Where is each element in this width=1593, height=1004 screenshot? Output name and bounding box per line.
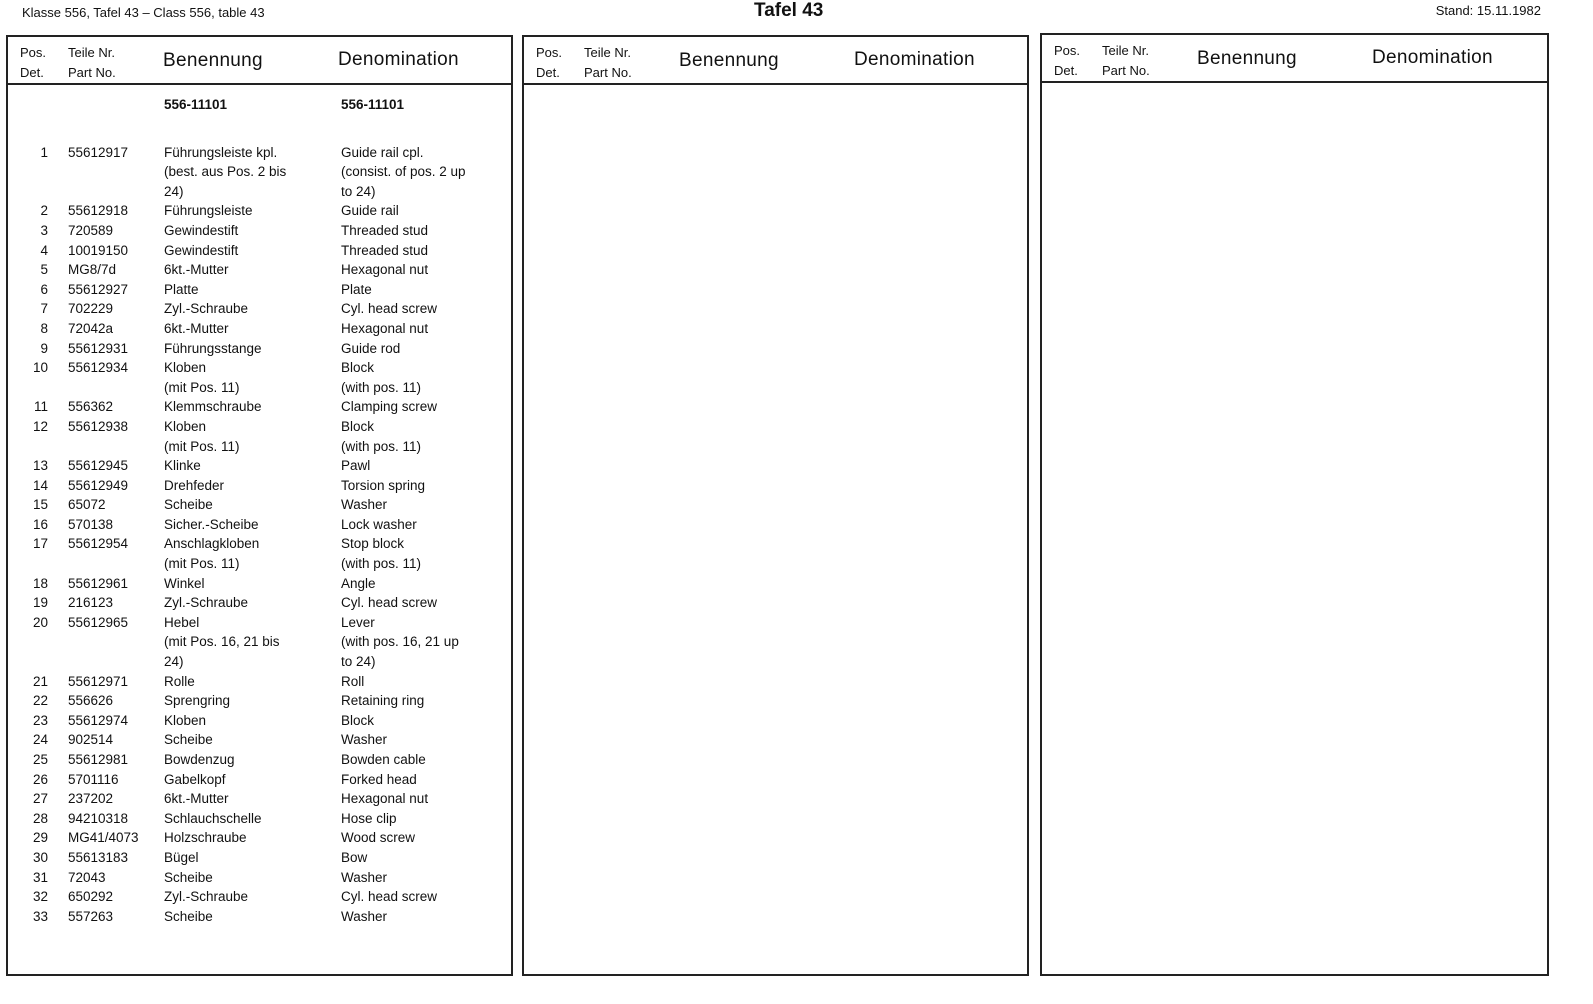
row-pos: 5 [40,262,48,278]
table-row [8,456,511,476]
row-denomination: Lever [341,614,375,630]
table-row [8,476,511,496]
row-benennung: Bügel [164,849,199,865]
row-denomination: Washer [341,908,388,924]
row-benennung: Anschlagkloben [164,536,260,552]
col-benennung-header: Benennung [679,50,779,71]
table-row [8,691,511,711]
row-part-no: 557263 [68,908,114,924]
row-part-no: 556626 [68,693,114,709]
table-row [8,162,511,182]
header-class-table: Klasse 556, Tafel 43 – Class 556, table 43 [22,5,265,20]
row-part-no: 10019150 [68,242,129,258]
row-part-no: 702229 [68,301,114,317]
table-row [8,339,511,359]
col-part-line1: Teile Nr. [68,45,115,60]
parts-panel-3 [1040,33,1549,976]
table-row [8,201,511,221]
col-pos-line2: Det. [536,65,560,80]
row-denomination: Plate [341,281,372,297]
row-part-no: 72043 [68,869,106,885]
row-denomination: Block [341,712,375,728]
row-pos: 1 [40,144,48,160]
col-pos-line2: Det. [1054,63,1078,78]
group-heading [8,95,511,115]
table-row [8,241,511,261]
row-pos: 20 [32,614,48,630]
row-pos: 6 [40,281,48,297]
row-denomination: Guide rail cpl. [341,144,424,160]
table-row [8,260,511,280]
row-denomination: Torsion spring [341,477,426,493]
table-row [8,770,511,790]
row-part-no: 237202 [68,791,114,807]
table-row [8,280,511,300]
col-pos-line1: Pos. [536,45,563,60]
row-denomination: (with pos. 11) [341,556,422,572]
table-row [8,574,511,594]
row-part-no: MG41/4073 [68,830,139,846]
row-denomination: (with pos. 11) [341,379,422,395]
row-denomination: Block [341,360,375,376]
row-part-no: 55612918 [68,203,129,219]
panel-header [524,37,1027,85]
panel-header [8,37,511,85]
row-part-no: 55612974 [68,712,129,728]
row-denomination: to 24) [341,654,376,670]
row-denomination: Bow [341,849,368,865]
col-pos-header [536,43,562,83]
parts-panel-1 [6,35,513,976]
row-benennung: 24) [164,654,184,670]
row-denomination: Roll [341,673,365,689]
row-part-no: MG8/7d [68,262,117,278]
row-benennung: (best. aus Pos. 2 bis [164,164,287,180]
table-row [8,221,511,241]
row-benennung: Klemmschraube [164,399,262,415]
row-part-no: 55612965 [68,614,129,630]
row-denomination: to 24) [341,183,376,199]
parts-rows [8,143,511,927]
row-benennung: Zyl.-Schraube [164,889,249,905]
row-pos: 30 [32,849,48,865]
table-row [8,652,511,672]
row-benennung: Zyl.-Schraube [164,595,249,611]
row-benennung: (mit Pos. 11) [164,379,240,395]
row-denomination: Washer [341,869,388,885]
table-row [8,358,511,378]
row-pos: 24 [32,732,48,748]
row-pos: 8 [40,320,48,336]
row-denomination: Stop block [341,536,405,552]
col-pos-header [1054,41,1080,81]
table-row [8,828,511,848]
group-denomination: 556-11101 [341,97,405,112]
table-row [8,437,511,457]
row-benennung: (mit Pos. 11) [164,556,240,572]
row-pos: 2 [40,203,48,219]
col-denomination-header: Denomination [854,49,975,70]
row-denomination: Guide rail [341,203,399,219]
row-benennung: 6kt.-Mutter [164,320,229,336]
row-benennung: Führungsstange [164,340,262,356]
row-benennung: Holzschraube [164,830,247,846]
row-benennung: Klinke [164,458,201,474]
table-row [8,319,511,339]
row-benennung: Sprengring [164,693,231,709]
row-pos: 33 [32,908,48,924]
row-denomination: Angle [341,575,376,591]
table-row [8,378,511,398]
row-part-no: 72042a [68,320,114,336]
row-benennung: Hebel [164,614,200,630]
col-pos-line1: Pos. [20,45,47,60]
row-pos: 25 [32,752,48,767]
row-pos: 13 [32,458,48,474]
row-part-no: 570138 [68,516,114,532]
table-row [8,495,511,515]
row-pos: 10 [32,360,48,376]
row-pos: 23 [32,712,48,728]
col-benennung-header: Benennung [1197,48,1297,69]
table-row [8,613,511,633]
col-part-line1: Teile Nr. [1102,43,1149,58]
col-part-header [68,43,116,83]
row-denomination: Threaded stud [341,222,429,238]
row-part-no: 216123 [68,595,114,611]
row-benennung: Führungsleiste kpl. [164,144,278,160]
row-pos: 15 [32,497,48,513]
row-denomination: Hose clip [341,810,397,826]
row-part-no: 55612945 [68,458,129,474]
parts-list [8,95,511,926]
row-part-no: 55612927 [68,281,129,297]
row-benennung: Schlauchschelle [164,810,262,826]
row-part-no: 55612917 [68,144,129,160]
row-denomination: Washer [341,497,388,513]
row-pos: 12 [32,418,48,434]
col-denomination-header: Denomination [1372,47,1493,68]
col-part-line2: Part No. [68,65,116,80]
row-benennung: Platte [164,281,199,297]
row-denomination: Washer [341,732,388,748]
row-pos: 17 [32,536,48,552]
row-benennung: Scheibe [164,497,213,513]
table-row [8,730,511,750]
row-benennung: Bowdenzug [164,752,235,767]
row-denomination: Forked head [341,771,417,787]
row-benennung: Kloben [164,360,207,376]
row-pos: 19 [32,595,48,611]
table-row [8,143,511,163]
row-benennung: 6kt.-Mutter [164,262,229,278]
row-denomination: (consist. of pos. 2 up [341,164,466,180]
row-benennung: Gewindestift [164,242,239,258]
row-pos: 18 [32,575,48,591]
col-part-line1: Teile Nr. [584,45,631,60]
row-benennung: Gewindestift [164,222,239,238]
row-part-no: 55612949 [68,477,129,493]
row-pos: 11 [33,399,48,415]
col-part-header [1102,41,1150,81]
table-row [8,868,511,888]
row-part-no: 55612934 [68,360,129,376]
row-part-no: 556362 [68,399,114,415]
row-part-no: 55612938 [68,418,129,434]
row-benennung: Kloben [164,712,207,728]
row-pos: 29 [32,830,48,846]
row-denomination: Hexagonal nut [341,320,429,336]
table-row [8,887,511,907]
row-pos: 31 [32,869,48,885]
row-benennung: Zyl.-Schraube [164,301,249,317]
table-row [8,554,511,574]
row-benennung: Sicher.-Scheibe [164,516,259,532]
col-pos-line2: Det. [20,65,44,80]
col-denomination-header: Denomination [338,49,459,70]
row-part-no: 55613183 [68,849,129,865]
row-denomination: Bowden cable [341,752,426,767]
row-benennung: 24) [164,183,184,199]
row-denomination: Retaining ring [341,693,425,709]
row-part-no: 55612961 [68,575,129,591]
table-row [8,417,511,437]
row-part-no: 55612981 [68,752,129,767]
group-benennung: 556-11101 [164,97,228,112]
row-part-no: 55612954 [68,536,129,552]
row-benennung: Führungsleiste [164,203,253,219]
row-pos: 26 [32,771,48,787]
col-part-line2: Part No. [1102,63,1150,78]
col-pos-header [20,43,46,83]
row-pos: 22 [32,693,48,709]
col-pos-line1: Pos. [1054,43,1081,58]
row-benennung: Drehfeder [164,477,225,493]
col-part-line2: Part No. [584,65,632,80]
table-row [8,632,511,652]
table-row [8,711,511,731]
row-benennung: Gabelkopf [164,771,226,787]
row-benennung: Rolle [164,673,195,689]
panel-header [1042,35,1547,83]
table-row [8,750,511,770]
row-benennung: Scheibe [164,869,213,885]
row-pos: 16 [32,516,48,532]
row-pos: 32 [32,889,48,905]
table-row [8,515,511,535]
table-row [8,809,511,829]
row-pos: 4 [40,242,48,258]
col-part-header [584,43,632,83]
row-part-no: 720589 [68,222,114,238]
row-benennung: (mit Pos. 16, 21 bis [164,634,280,650]
row-pos: 21 [32,673,48,689]
row-denomination: Cyl. head screw [341,595,438,611]
row-part-no: 55612931 [68,340,129,356]
table-row [8,672,511,692]
row-denomination: Hexagonal nut [341,791,429,807]
row-benennung: Winkel [164,575,205,591]
row-pos: 9 [40,340,48,356]
table-row [8,397,511,417]
row-denomination: Cyl. head screw [341,301,438,317]
row-pos: 3 [40,222,48,238]
table-row [8,907,511,927]
row-pos: 27 [32,791,48,807]
row-denomination: Pawl [341,458,371,474]
table-row [8,299,511,319]
col-benennung-header: Benennung [163,50,263,71]
row-part-no: 650292 [68,889,114,905]
row-benennung: (mit Pos. 11) [164,438,240,454]
row-part-no: 65072 [68,497,106,513]
row-part-no: 94210318 [68,810,129,826]
parts-panel-2 [522,35,1029,976]
row-part-no: 902514 [68,732,114,748]
row-denomination: Wood screw [341,830,416,846]
row-part-no: 5701116 [68,771,119,787]
row-part-no: 55612971 [68,673,129,689]
row-benennung: 6kt.-Mutter [164,791,229,807]
table-row [8,848,511,868]
table-row [8,789,511,809]
row-denomination: Hexagonal nut [341,262,429,278]
row-denomination: Guide rod [341,340,401,356]
row-pos: 14 [32,477,48,493]
row-denomination: Clamping screw [341,399,438,415]
header-date: Stand: 15.11.1982 [1435,3,1541,18]
row-denomination: Threaded stud [341,242,429,258]
page-title: Tafel 43 [754,0,824,21]
row-denomination: (with pos. 16, 21 up [341,634,459,650]
row-pos: 7 [40,301,48,317]
table-row [8,534,511,554]
table-row [8,182,511,202]
row-pos: 28 [32,810,48,826]
row-benennung: Scheibe [164,908,213,924]
row-denomination: (with pos. 11) [341,438,422,454]
row-denomination: Cyl. head screw [341,889,438,905]
table-row [8,593,511,613]
row-denomination: Lock washer [341,516,417,532]
row-benennung: Kloben [164,418,207,434]
row-denomination: Block [341,418,375,434]
row-benennung: Scheibe [164,732,213,748]
